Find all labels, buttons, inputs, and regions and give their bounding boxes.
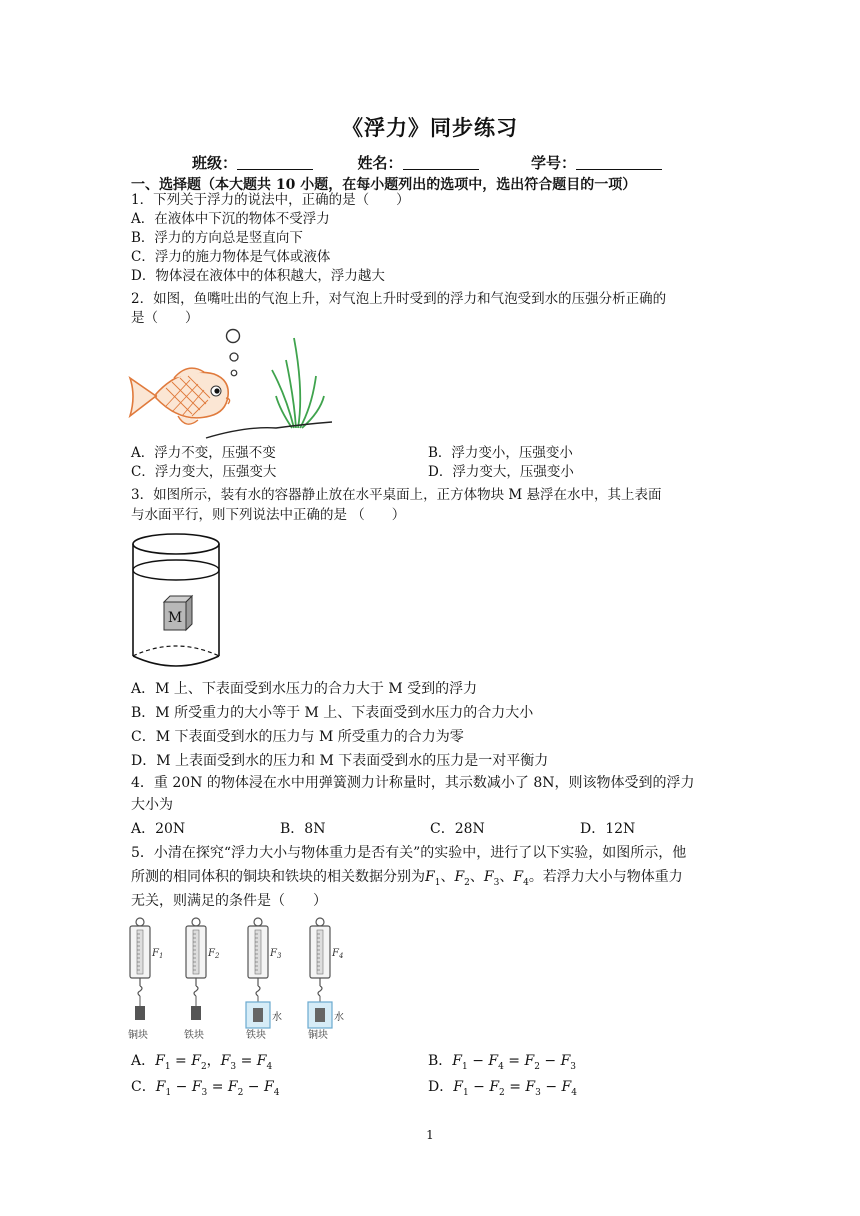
svg-text:F1: $F_1$ xyxy=(152,948,164,960)
fish-bubble-figure xyxy=(126,326,340,444)
label-copper-2: 铜块 xyxy=(308,1030,328,1041)
q4-option-a: A．20N xyxy=(131,821,186,837)
q5-option-b: B．$F_1 - F_4 = F_2 - F_3$ xyxy=(428,1053,577,1072)
q2-stem-line1: 2．如图，鱼嘴吐出的气泡上升，对气泡上升时受到的浮力和气泡受到水的压强分析正确的 xyxy=(131,291,667,307)
q4-stem-line2: 大小为 xyxy=(131,797,173,813)
class-field[interactable] xyxy=(237,154,313,170)
name-field[interactable] xyxy=(403,154,479,170)
q5-stem-line1: 5．小清在探究“浮力大小与物体重力是否有关”的实验中，进行了以下实验，如图所示，他 xyxy=(131,845,687,861)
bubble-small xyxy=(231,370,237,376)
q2-option-d: D．浮力变大，压强变小 xyxy=(428,464,574,480)
svg-text:水: 水 xyxy=(272,1012,282,1023)
scale-iron xyxy=(184,918,220,1041)
svg-text:F2: $F_2$ xyxy=(208,948,220,960)
q5-option-d: D．$F_1 - F_2 = F_3 - F_4$ xyxy=(428,1079,577,1098)
q5-stem-line2: 所测的相同体积的铜块和铁块的相关数据分别为$F_1$、$F_2$、$F_3$、$F_4$。若浮力大小与物体重力 xyxy=(131,869,683,888)
fish-icon xyxy=(130,368,230,424)
q1-option-c: C．浮力的施力物体是气体或液体 xyxy=(131,249,331,265)
page-number: 1 xyxy=(426,1128,434,1142)
block-label: M xyxy=(167,610,183,626)
q4-option-b: B．8N xyxy=(280,821,326,837)
q2-option-a: A．浮力不变，压强不变 xyxy=(131,445,276,461)
svg-text:F4: $F_4$ xyxy=(332,948,344,960)
section-heading: 一、选择题（本大题共 10 小题，在每小题列出的选项中，选出符合题目的一项） xyxy=(131,177,637,193)
q3-option-a: A．M 上、下表面受到水压力的合力大于 M 受到的浮力 xyxy=(131,681,478,697)
q1-option-a: A．在液体中下沉的物体不受浮力 xyxy=(131,211,330,227)
q5-stem-line3: 无关，则满足的条件是（ ） xyxy=(131,893,327,909)
q2-option-b: B．浮力变小，压强变小 xyxy=(428,445,573,461)
page-title: 《浮力》同步练习 xyxy=(342,115,518,140)
q2-stem-line2: 是（ ） xyxy=(131,310,199,326)
q4-stem-line1: 4．重 20N 的物体浸在水中用弹簧测力计称量时，其示数减小了 8N，则该物体受到的浮力 xyxy=(131,775,695,791)
q4-option-c: C．28N xyxy=(430,821,485,837)
label-copper-1: 铜块 xyxy=(128,1030,148,1041)
label-iron-1: 铁块 xyxy=(184,1030,204,1041)
svg-text:水: 水 xyxy=(334,1012,344,1023)
seaweed-icon xyxy=(272,338,324,428)
spring-scales-figure xyxy=(126,916,360,1044)
cube-block-m xyxy=(164,596,192,630)
student-info-line xyxy=(192,152,662,173)
class-label: 班级： xyxy=(192,154,238,172)
q1-option-b: B．浮力的方向总是竖直向下 xyxy=(131,230,303,246)
q3-stem-line1: 3．如图所示，装有水的容器静止放在水平桌面上，正方体物块 M 悬浮在水中，其上表面 xyxy=(131,487,662,503)
q3-option-b: B．M 所受重力的大小等于 M 上、下表面受到水压力的合力大小 xyxy=(131,705,534,721)
q3-stem-line2: 与水面平行，则下列说法中正确的是 （ ） xyxy=(131,507,406,523)
scale-copper xyxy=(128,918,163,1041)
q2-option-c: C．浮力变大，压强变大 xyxy=(131,464,277,480)
container-figure xyxy=(130,530,226,672)
id-label: 学号： xyxy=(530,154,576,172)
q1-stem: 1．下列关于浮力的说法中，正确的是（ ） xyxy=(131,192,410,208)
q5-option-c: C．$F_1 - F_3 = F_2 - F_4$ xyxy=(131,1079,280,1098)
label-iron-2: 铁块 xyxy=(246,1030,266,1041)
q3-option-c: C．M 下表面受到水的压力与 M 所受重力的合力为零 xyxy=(131,729,464,745)
q1-option-d: D．物体浸在液体中的体积越大，浮力越大 xyxy=(131,268,385,284)
name-label: 姓名： xyxy=(357,154,403,172)
svg-text:F3: $F_3$ xyxy=(270,948,282,960)
water-surface xyxy=(133,560,219,580)
bubble-medium xyxy=(230,353,238,361)
scale-iron-water xyxy=(246,918,282,1041)
bubble-large xyxy=(227,330,240,343)
q4-option-d: D．12N xyxy=(580,821,636,837)
seabed-line xyxy=(206,422,332,438)
id-field[interactable] xyxy=(576,154,662,170)
q3-option-d: D．M 上表面受到水的压力和 M 下表面受到水的压力是一对平衡力 xyxy=(131,753,549,769)
q5-option-a: A．$F_1 = F_2$，$F_3 = F_4$ xyxy=(131,1053,273,1072)
scale-copper-water xyxy=(308,918,344,1041)
